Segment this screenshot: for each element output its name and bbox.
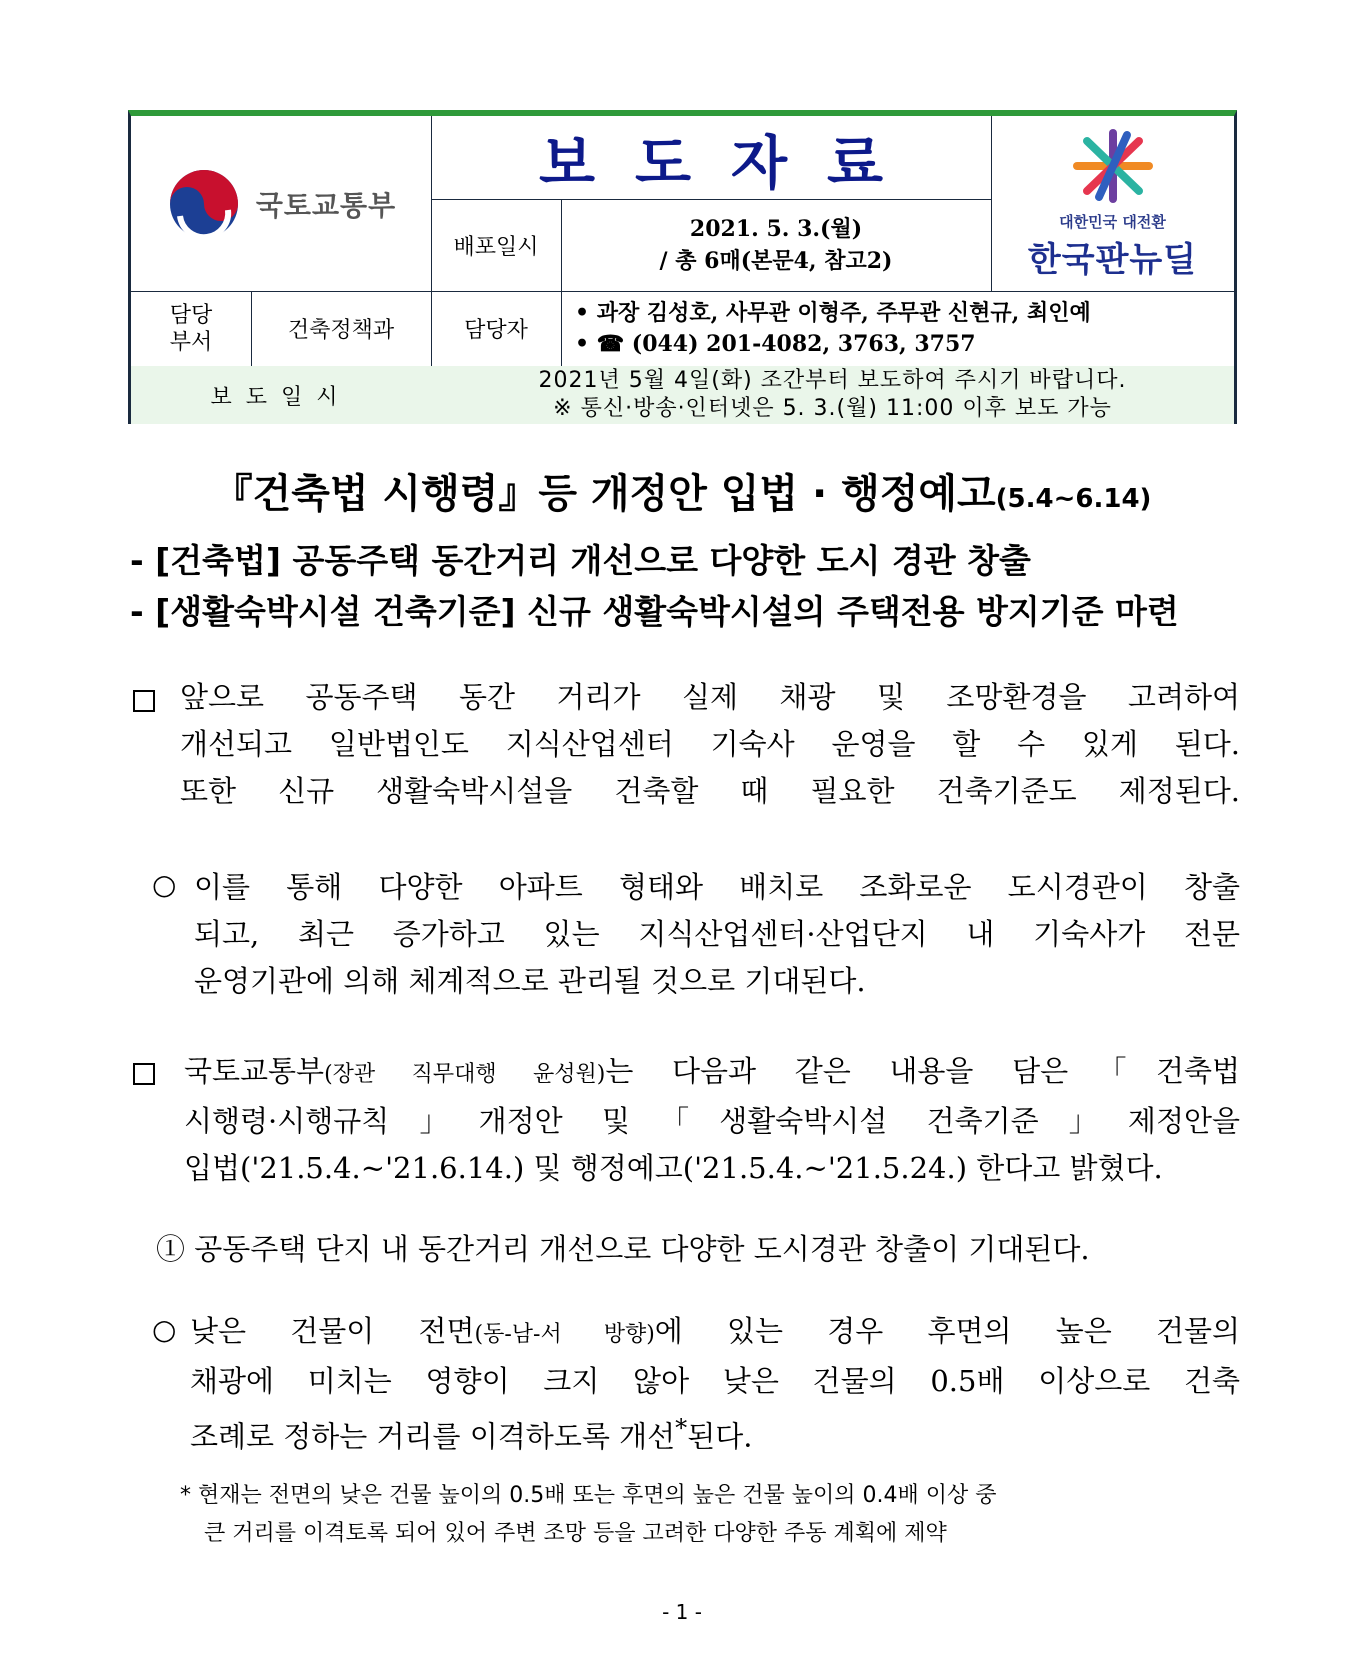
release-time-info bbox=[431, 366, 1234, 424]
paragraph-2-line: 운영기관에 의해 체계적으로 관리될 것으로 기대된다. bbox=[194, 964, 866, 998]
footnote bbox=[180, 1477, 1240, 1553]
distribution-info bbox=[561, 199, 991, 291]
headline-main: 『건축법 시행령』등 개정안 입법 · 행정예고 bbox=[212, 471, 996, 517]
department-label-line2: 부서 bbox=[169, 329, 213, 355]
contact-phone: • ☎ (044) 201-4082, 3763, 3757 bbox=[575, 330, 976, 357]
footnote-marker: * bbox=[675, 1414, 688, 1442]
paragraph-4-line3-b: 된다. bbox=[687, 1419, 753, 1454]
subheadline-1: - [건축법] 공동주택 동간거리 개선으로 다양한 도시 경관 창출 bbox=[130, 541, 1031, 580]
paragraph-4-line3-a: 조례로 정하는 거리를 이격하도록 개선 bbox=[190, 1419, 676, 1454]
ministry-logo bbox=[131, 116, 431, 291]
distribution-date: 2021. 5. 3.(월) bbox=[689, 216, 863, 242]
distribution-label: 배포일시 bbox=[453, 234, 539, 260]
taegeuk-emblem-icon bbox=[166, 166, 242, 242]
new-deal-title: 한국판뉴딜 bbox=[1027, 239, 1198, 280]
press-release-title-cell bbox=[431, 116, 991, 199]
section-1-heading bbox=[156, 1226, 1240, 1273]
paragraph-4-line1-a: 낮은 건물이 전면 bbox=[190, 1314, 475, 1348]
checkbox-bullet-icon bbox=[133, 1063, 155, 1085]
paragraph-2-line: 이를 통해 다양한 아파트 형태와 배치로 조화로운 도시경관이 창출 bbox=[194, 870, 1240, 904]
checkbox-bullet-icon bbox=[133, 690, 155, 712]
section-1-title: ① 공동주택 단지 내 동간거리 개선으로 다양한 도시경관 창출이 기대된다. bbox=[156, 1232, 1090, 1266]
release-time-line2: ※ 통신·방송·인터넷은 5. 3.(월) 11:00 이후 보도 가능 bbox=[553, 396, 1112, 421]
paragraph-1-line: 또한 신규 생활숙박시설을 건축할 때 필요한 건축기준도 제정된다. bbox=[180, 774, 1240, 808]
press-release-header bbox=[128, 110, 1237, 424]
paragraph-4 bbox=[190, 1308, 1240, 1461]
subheadline-2: - [생활숙박시설 건축기준] 신규 생활숙박시설의 주택전용 방지기준 마련 bbox=[130, 592, 1179, 631]
circle-bullet-icon: ○ bbox=[152, 868, 177, 901]
new-deal-star-icon bbox=[1065, 127, 1161, 205]
ministry-name-inline: 국토교통부 bbox=[184, 1054, 325, 1088]
headline bbox=[0, 462, 1364, 519]
paragraph-4-line2: 채광에 미치는 영향이 크지 않아 낮은 건물의 0.5배 이상으로 건축 bbox=[190, 1364, 1240, 1398]
page-number: - 1 - bbox=[662, 1600, 702, 1624]
footnote-line1: * 현재는 전면의 낮은 건물 높이의 0.5배 또는 후면의 높은 건물 높이의 0.4배 이상 중 bbox=[180, 1483, 997, 1508]
paragraph-4-line1 bbox=[190, 1308, 1240, 1358]
paragraph-3-line2: 시행령·시행규칙」개정안 및「생활숙박시설 건축기준」제정안을 bbox=[184, 1104, 1240, 1138]
paragraph-2 bbox=[194, 864, 1240, 1005]
footnote-line2: 큰 거리를 이격토록 되어 있어 주변 조망 등을 고려한 다양한 주동 계획에 제약 bbox=[204, 1521, 947, 1546]
paragraph-3-line1-rest: 는 다음과 같은 내용을 담은「건축법 bbox=[605, 1054, 1240, 1088]
release-time-label: 보도일시 bbox=[131, 366, 431, 424]
paragraph-1-line: 개선되고 일반법인도 지식산업센터 기숙사 운영을 할 수 있게 된다. bbox=[180, 727, 1240, 761]
department-label bbox=[131, 291, 251, 366]
release-time-line1: 2021년 5월 4일(화) 조간부터 보도하여 주시기 바랍니다. bbox=[538, 368, 1127, 393]
paragraph-1-line: 앞으로 공동주택 동간 거리가 실제 채광 및 조망환경을 고려하여 bbox=[180, 680, 1240, 714]
contact-people: • 과장 김성호, 사무관 이형주, 주무관 신현규, 최인예 bbox=[575, 299, 1091, 326]
paragraph-4-line3 bbox=[190, 1405, 1240, 1461]
korean-new-deal-logo bbox=[991, 116, 1234, 291]
ministry-name: 국토교통부 bbox=[255, 188, 397, 222]
circle-bullet-icon: ○ bbox=[152, 1313, 177, 1346]
paragraph-3-line1 bbox=[184, 1048, 1240, 1098]
paragraph-4-line1-c: 에 있는 경우 후면의 높은 건물의 bbox=[654, 1314, 1240, 1348]
contact-info bbox=[561, 291, 1234, 366]
department-value: 건축정책과 bbox=[287, 318, 395, 343]
paragraph-2-line: 되고, 최근 증가하고 있는 지식산업센터·산업단지 내 기숙사가 전문 bbox=[194, 917, 1240, 951]
new-deal-subtitle: 대한민국 대전환 bbox=[1059, 212, 1166, 231]
paragraph-1 bbox=[180, 674, 1240, 815]
page-title: 보도자료 bbox=[538, 128, 924, 197]
paragraph-3-line3: 입법('21.5.4.~'21.6.14.) 및 행정예고('21.5.4.~'21.5.24.) 한다고 밝혔다. bbox=[184, 1151, 1163, 1185]
paragraph-3 bbox=[184, 1048, 1240, 1192]
headline-period: (5.4~6.14) bbox=[995, 484, 1152, 514]
department-label-line1: 담당 bbox=[169, 302, 213, 328]
contact-label: 담당자 bbox=[464, 318, 528, 343]
minister-note: (장관 직무대행 윤성원) bbox=[324, 1062, 606, 1087]
distribution-pages: / 총 6매(본문4, 참고2) bbox=[659, 248, 893, 274]
direction-note: (동-남-서 방향) bbox=[474, 1322, 655, 1347]
